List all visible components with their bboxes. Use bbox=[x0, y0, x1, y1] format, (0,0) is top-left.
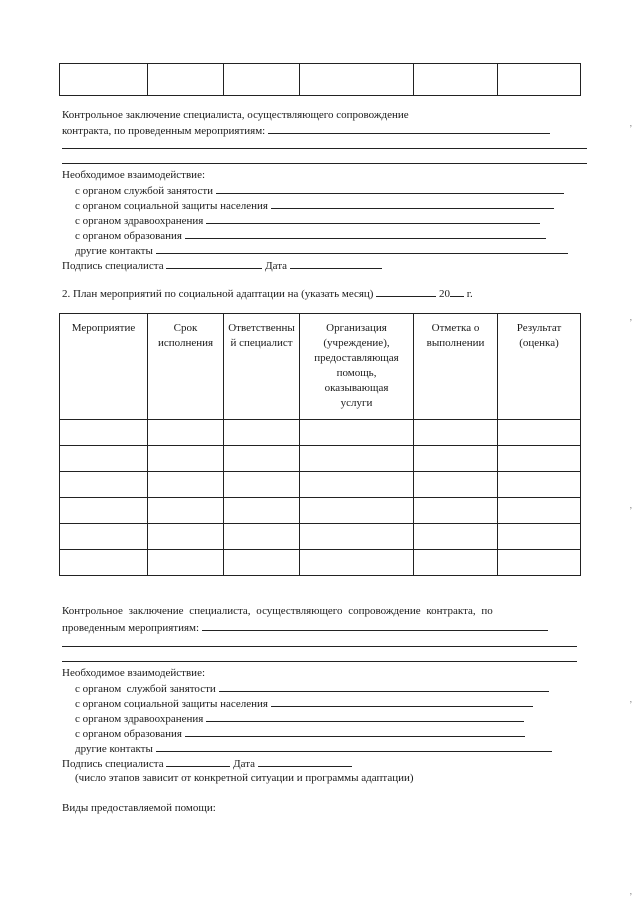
conclusion-2-field[interactable] bbox=[202, 620, 548, 631]
conclusion-1-extra-line[interactable] bbox=[62, 148, 587, 149]
interaction-2-employment: с органом службой занятости bbox=[75, 681, 549, 696]
interaction-2-title: Необходимое взаимодействие: bbox=[62, 667, 206, 679]
table-row bbox=[60, 550, 581, 576]
interaction-1-other: другие контакты bbox=[75, 243, 568, 258]
conclusion-1-line-1: Контрольное заключение специалиста, осуществляющего сопровождение bbox=[62, 109, 409, 121]
scan-mark: , bbox=[629, 312, 632, 322]
scan-mark: , bbox=[629, 118, 632, 128]
scan-mark: , bbox=[629, 886, 632, 896]
column-header-completion-mark: Отметка о выполнении bbox=[414, 314, 498, 420]
signature-label: Подпись специалиста bbox=[62, 260, 164, 272]
adaptation-plan-table bbox=[59, 313, 581, 576]
conclusion-1-extra-line[interactable] bbox=[62, 163, 587, 164]
date-field[interactable] bbox=[290, 258, 382, 269]
table-row bbox=[60, 472, 581, 498]
table-cell[interactable] bbox=[224, 64, 300, 96]
table-cell[interactable] bbox=[60, 64, 148, 96]
interaction-2-other: другие контакты bbox=[75, 741, 552, 756]
table-row bbox=[60, 498, 581, 524]
interaction-1-social: с органом социальной защиты населения bbox=[75, 198, 554, 213]
conclusion-2-label: проведенным мероприятиям: bbox=[62, 622, 200, 634]
signature-field[interactable] bbox=[166, 258, 262, 269]
conclusion-2-extra-line[interactable] bbox=[62, 646, 577, 647]
interaction-2-health: с органом здравоохранения bbox=[75, 711, 524, 726]
interaction-education-field[interactable] bbox=[185, 726, 525, 737]
previous-plan-table-row bbox=[59, 63, 581, 96]
date-label: Дата bbox=[233, 758, 256, 770]
signature-field[interactable] bbox=[166, 756, 230, 767]
interaction-employment-field[interactable] bbox=[216, 183, 564, 194]
column-header-organization: Организация (учреждение), предоставляющая помощь, оказывающая услуги bbox=[300, 314, 414, 420]
interaction-1-health: с органом здравоохранения bbox=[75, 213, 540, 228]
table-row bbox=[60, 446, 581, 472]
column-header-activity: Мероприятие bbox=[60, 314, 148, 420]
year-field[interactable] bbox=[450, 286, 464, 297]
plan-heading: 2. План мероприятий по социальной адаптации на (указать месяц) 20 г. bbox=[62, 288, 473, 300]
interaction-social-field[interactable] bbox=[271, 696, 533, 707]
stages-note: (число этапов зависит от конкретной ситуации и программы адаптации) bbox=[75, 772, 414, 784]
date-label: Дата bbox=[265, 260, 288, 272]
help-types-label: Виды предоставляемой помощи: bbox=[62, 802, 216, 814]
conclusion-2-extra-line[interactable] bbox=[62, 661, 577, 662]
table-cell[interactable] bbox=[300, 64, 414, 96]
conclusion-1-label: контракта, по проведенным мероприятиям: bbox=[62, 125, 266, 137]
interaction-other-field[interactable] bbox=[156, 741, 552, 752]
interaction-health-field[interactable] bbox=[206, 213, 540, 224]
interaction-2-education: с органом образования bbox=[75, 726, 525, 741]
column-header-responsible: Ответственный специалист bbox=[224, 314, 300, 420]
conclusion-1-field[interactable] bbox=[268, 123, 550, 134]
conclusion-2-line-1: Контрольное заключение специалиста, осуществляющего сопровождение контракта, по bbox=[62, 605, 493, 617]
column-header-deadline: Срок исполнения bbox=[148, 314, 224, 420]
signature-2-row bbox=[62, 756, 352, 771]
signature-1-row bbox=[62, 258, 382, 273]
table-cell[interactable] bbox=[498, 64, 581, 96]
interaction-employment-field[interactable] bbox=[219, 681, 549, 692]
table-row bbox=[60, 524, 581, 550]
interaction-health-field[interactable] bbox=[206, 711, 524, 722]
column-header-result: Результат (оценка) bbox=[498, 314, 581, 420]
conclusion-1-line-2 bbox=[62, 123, 550, 138]
interaction-2-social: с органом социальной защиты населения bbox=[75, 696, 533, 711]
interaction-1-title: Необходимое взаимодействие: bbox=[62, 169, 206, 181]
month-field[interactable] bbox=[376, 286, 436, 297]
date-field[interactable] bbox=[258, 756, 352, 767]
table-cell[interactable] bbox=[148, 64, 224, 96]
scan-mark: , bbox=[629, 694, 632, 704]
signature-label: Подпись специалиста bbox=[62, 758, 164, 770]
table-row bbox=[60, 420, 581, 446]
interaction-education-field[interactable] bbox=[185, 228, 546, 239]
conclusion-2-line-2 bbox=[62, 620, 548, 635]
table-cell[interactable] bbox=[414, 64, 498, 96]
scan-mark: , bbox=[629, 500, 632, 510]
interaction-1-employment: с органом службой занятости bbox=[75, 183, 564, 198]
interaction-other-field[interactable] bbox=[156, 243, 568, 254]
interaction-1-education: с органом образования bbox=[75, 228, 546, 243]
interaction-social-field[interactable] bbox=[271, 198, 554, 209]
